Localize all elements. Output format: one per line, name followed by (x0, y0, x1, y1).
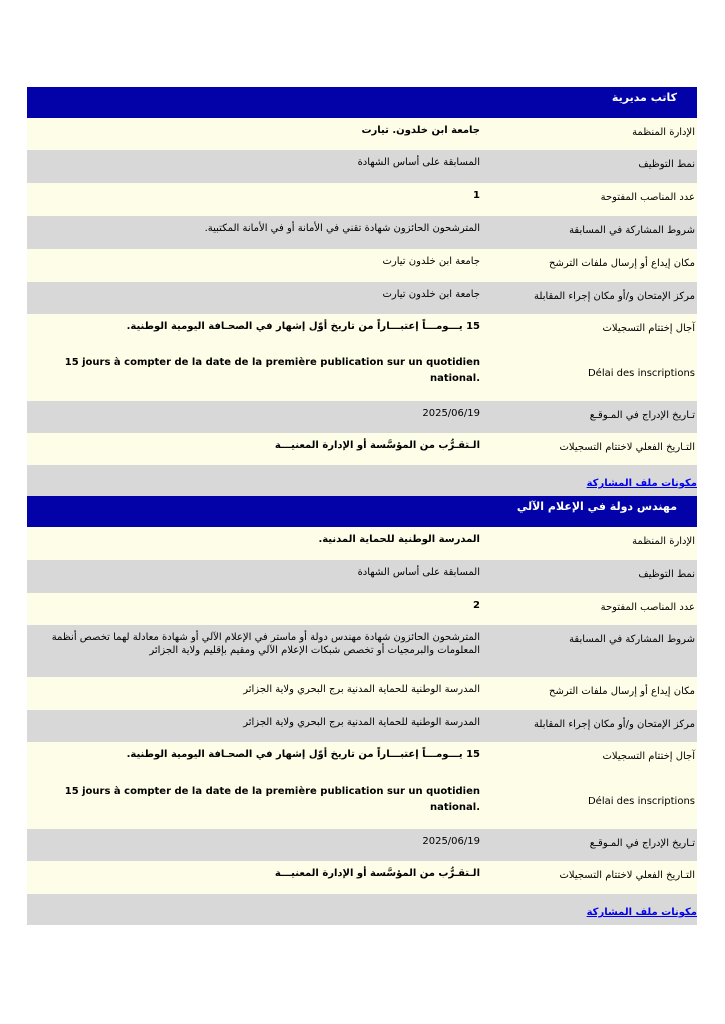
row-value: المسابقة على أساس الشهادة (357, 567, 480, 578)
row-label: آجال إختتام التسجيلات (602, 751, 695, 762)
row-value: 15 يـــومـــاً إعتبـــاراً من تاريخ أوّل إشهار في الصحـافة اليومية الوطنية. (126, 321, 480, 332)
row-value: 2 (473, 600, 480, 611)
row-label: التـاريخ الفعلي لاختتام التسجيلات (559, 870, 695, 881)
row-value: 15 jours à compter de la date de la première publication sur un quotidien national. (64, 786, 480, 813)
table-row (27, 710, 697, 742)
row-label: مكان إيداع أو إرسال ملفات الترشح (548, 686, 695, 697)
table-row (27, 282, 697, 314)
section-title: كاتب مديرية (27, 87, 697, 118)
table-row (27, 829, 697, 861)
table-row (27, 150, 697, 183)
row-label: مركز الإمتحان و/أو مكان إجراء المقابلة (534, 291, 695, 302)
row-label: الإدارة المنظمة (632, 127, 695, 138)
row-value: جامعة ابن خلدون. تيارت (361, 125, 480, 136)
row-value: المترشحون الحائزون شهادة تقني في الأمانة أو في الأمانة المكتبية. (204, 223, 480, 234)
row-value: المسابقة على أساس الشهادة (357, 157, 480, 168)
row-label: Délai des inscriptions (587, 796, 695, 807)
row-value: 2025/06/19 (422, 836, 480, 847)
row-label: نمط التوظيف (638, 159, 695, 170)
row-label: Délai des inscriptions (587, 367, 695, 379)
row-value: 1 (473, 190, 480, 201)
row-label: الإدارة المنظمة (632, 536, 695, 547)
participation-file-link[interactable]: مكونات ملف المشاركة (586, 907, 697, 918)
table-row (27, 118, 697, 150)
row-label: تـاريخ الإدراج في المـوقـع (589, 410, 695, 421)
table-row (27, 183, 697, 216)
row-label: مركز الإمتحان و/أو مكان إجراء المقابلة (534, 719, 695, 730)
announcement-sheet (27, 87, 697, 925)
table-row (27, 560, 697, 593)
row-value: جامعة ابن خلدون تيارت (382, 289, 480, 300)
row-value: 15 يـــومـــاً إعتبـــاراً من تاريخ أوّل إشهار في الصحـافة اليومية الوطنية. (126, 749, 480, 760)
table-row (27, 677, 697, 710)
section-title: مهندس دولة في الإعلام الآلي (27, 496, 697, 527)
job-section (27, 496, 697, 925)
link-row (27, 465, 697, 496)
row-label: آجال إختتام التسجيلات (602, 323, 695, 334)
row-value: الـتقـرُّب من المؤسَّسة أو الإدارة المعنيـــة (274, 868, 480, 879)
table-row (27, 593, 697, 625)
participation-file-link[interactable]: مكونات ملف المشاركة (586, 478, 697, 489)
row-label: مكان إيداع أو إرسال ملفات الترشح (548, 258, 695, 269)
row-value: المترشحون الحائزون شهادة مهندس دولة أو ماستر في الإعلام الآلي أو شهادة معادلة لهما تخصص أنظمة المعلومات والبرمجيات أو تخصص شبكات الإعلام الآلي ومقيم بإقليم ولاية الجزائر (51, 632, 480, 656)
row-label: نمط التوظيف (638, 569, 695, 580)
table-row (27, 401, 697, 433)
row-value: المدرسة الوطنية للحماية المدنية برج البحري ولاية الجزائر (243, 717, 480, 728)
row-value: المدرسة الوطنية للحماية المدنية. (318, 534, 480, 545)
table-row (27, 774, 697, 829)
table-row (27, 433, 697, 465)
row-value: جامعة ابن خلدون تيارت (382, 256, 480, 267)
table-row (27, 249, 697, 282)
table-row (27, 345, 697, 401)
row-label: التـاريخ الفعلي لاختتام التسجيلات (559, 442, 695, 453)
row-value: المدرسة الوطنية للحماية المدنية برج البحري ولاية الجزائر (243, 684, 480, 695)
row-label: تـاريخ الإدراج في المـوقـع (589, 838, 695, 849)
table-row (27, 742, 697, 774)
table-row (27, 216, 697, 249)
row-label: شروط المشاركة في المسابقة (569, 634, 695, 645)
table-row (27, 861, 697, 894)
row-value: 15 jours à compter de la date de la première publication sur un quotidien national. (64, 357, 480, 384)
table-row (27, 527, 697, 560)
row-value: 2025/06/19 (422, 408, 480, 419)
row-value: الـتقـرُّب من المؤسَّسة أو الإدارة المعنيـــة (274, 440, 480, 451)
link-row (27, 894, 697, 925)
job-section (27, 87, 697, 496)
row-label: شروط المشاركة في المسابقة (569, 225, 695, 236)
row-label: عدد المناصب المفتوحة (600, 602, 695, 613)
table-row (27, 625, 697, 677)
table-row (27, 314, 697, 345)
row-label: عدد المناصب المفتوحة (600, 192, 695, 203)
